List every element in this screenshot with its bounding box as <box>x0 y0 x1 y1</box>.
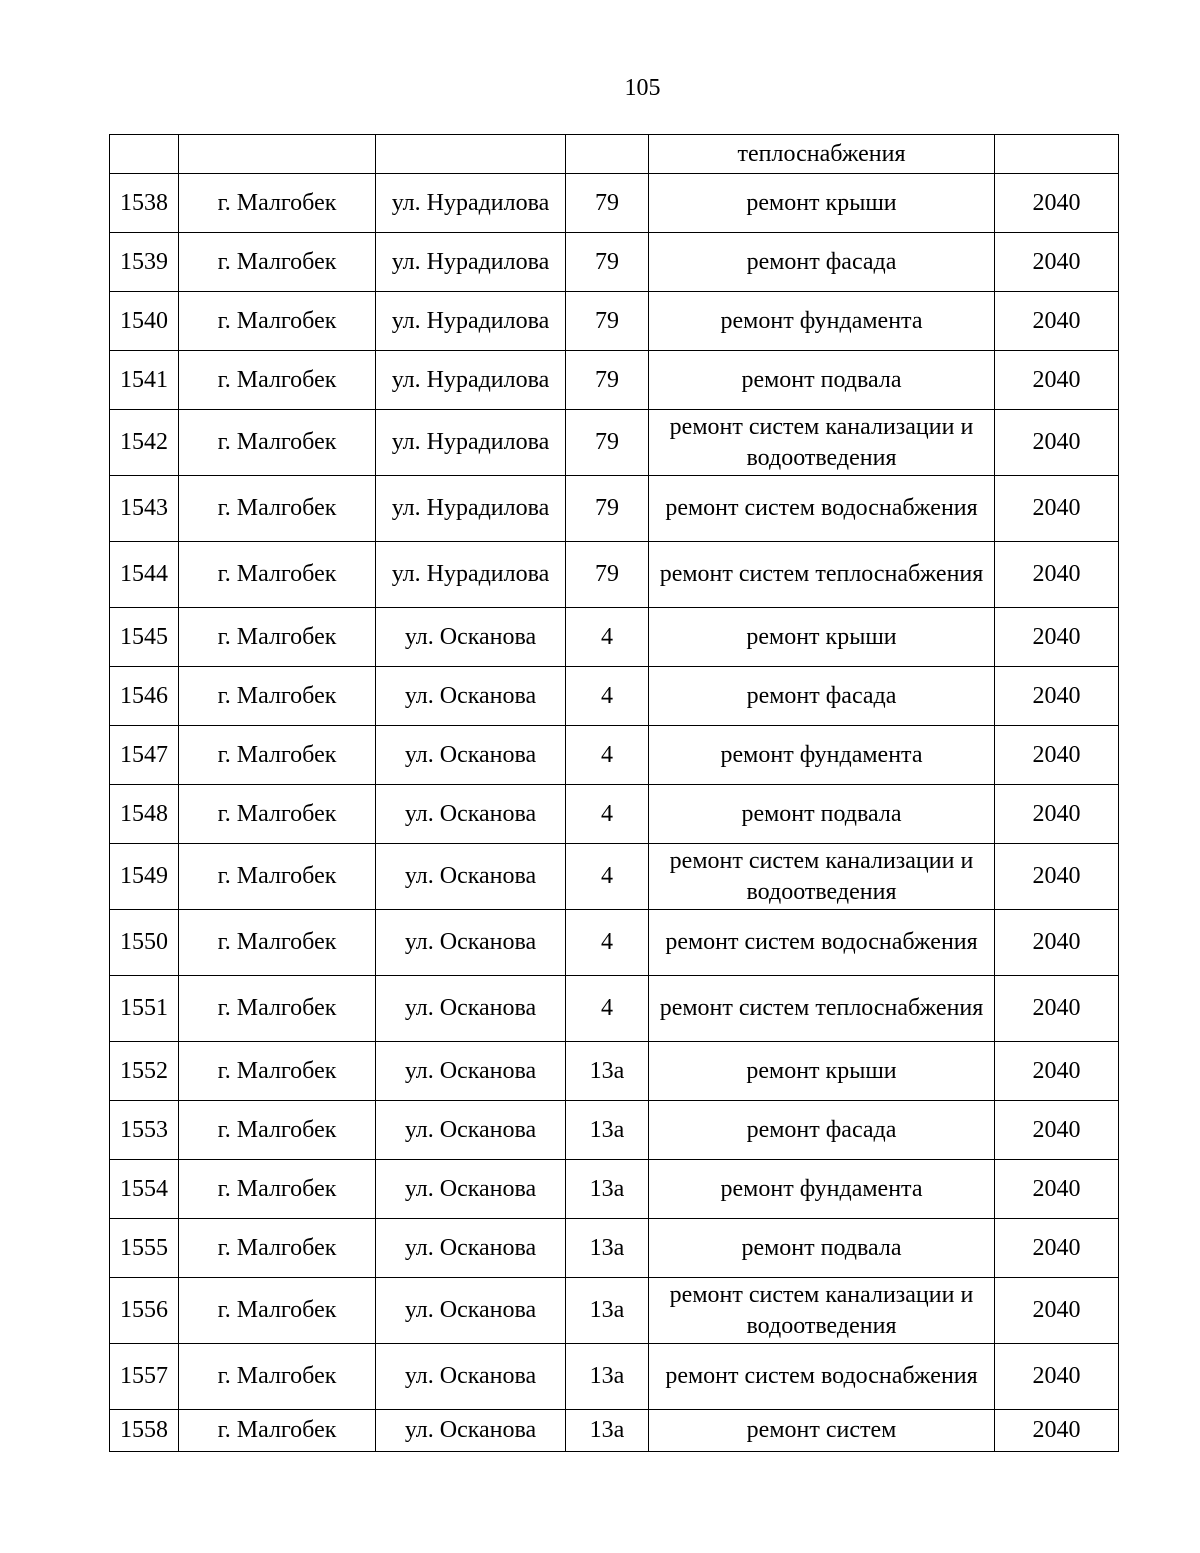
cell-house: 79 <box>566 292 649 351</box>
table-row <box>110 1101 1119 1160</box>
cell-number: 1551 <box>110 976 179 1042</box>
table-row <box>110 410 1119 476</box>
cell-year: 2040 <box>995 292 1119 351</box>
cell-house: 4 <box>566 844 649 910</box>
cell-year: 2040 <box>995 174 1119 233</box>
cell-number: 1544 <box>110 542 179 608</box>
cell-year <box>995 135 1119 174</box>
cell-year: 2040 <box>995 476 1119 542</box>
cell-street <box>376 135 566 174</box>
cell-city: г. Малгобек <box>179 844 376 910</box>
cell-street: ул. Нурадилова <box>376 351 566 410</box>
cell-city <box>179 135 376 174</box>
cell-year: 2040 <box>995 1278 1119 1344</box>
cell-year: 2040 <box>995 785 1119 844</box>
cell-year: 2040 <box>995 1410 1119 1452</box>
table-row <box>110 174 1119 233</box>
cell-number: 1556 <box>110 1278 179 1344</box>
table-body <box>110 135 1119 1452</box>
cell-street: ул. Нурадилова <box>376 174 566 233</box>
cell-work: ремонт систем канализации и водоотведения <box>649 844 995 910</box>
cell-year: 2040 <box>995 726 1119 785</box>
cell-house: 4 <box>566 667 649 726</box>
cell-city: г. Малгобек <box>179 351 376 410</box>
cell-house: 13а <box>566 1278 649 1344</box>
cell-city: г. Малгобек <box>179 1344 376 1410</box>
cell-street: ул. Осканова <box>376 726 566 785</box>
cell-number: 1554 <box>110 1160 179 1219</box>
cell-house: 13а <box>566 1160 649 1219</box>
cell-work: ремонт подвала <box>649 785 995 844</box>
cell-year: 2040 <box>995 233 1119 292</box>
cell-city: г. Малгобек <box>179 410 376 476</box>
cell-work: ремонт фасада <box>649 1101 995 1160</box>
cell-house: 79 <box>566 542 649 608</box>
cell-work: ремонт подвала <box>649 351 995 410</box>
table-row <box>110 976 1119 1042</box>
cell-city: г. Малгобек <box>179 542 376 608</box>
table-row <box>110 785 1119 844</box>
cell-city: г. Малгобек <box>179 1042 376 1101</box>
cell-street: ул. Нурадилова <box>376 233 566 292</box>
cell-work: ремонт систем водоснабжения <box>649 476 995 542</box>
cell-street: ул. Осканова <box>376 667 566 726</box>
table-row <box>110 1160 1119 1219</box>
cell-work: ремонт систем водоснабжения <box>649 1344 995 1410</box>
cell-house: 79 <box>566 174 649 233</box>
cell-year: 2040 <box>995 844 1119 910</box>
cell-work: ремонт крыши <box>649 608 995 667</box>
cell-work: ремонт крыши <box>649 1042 995 1101</box>
cell-house: 13а <box>566 1219 649 1278</box>
cell-number: 1542 <box>110 410 179 476</box>
cell-street: ул. Осканова <box>376 1410 566 1452</box>
cell-city: г. Малгобек <box>179 1410 376 1452</box>
cell-year: 2040 <box>995 351 1119 410</box>
cell-work: ремонт крыши <box>649 174 995 233</box>
cell-street: ул. Осканова <box>376 1278 566 1344</box>
table-row <box>110 351 1119 410</box>
cell-city: г. Малгобек <box>179 174 376 233</box>
cell-number: 1549 <box>110 844 179 910</box>
cell-work: ремонт систем канализации и водоотведения <box>649 410 995 476</box>
cell-city: г. Малгобек <box>179 1160 376 1219</box>
cell-street: ул. Нурадилова <box>376 410 566 476</box>
table-row <box>110 910 1119 976</box>
cell-city: г. Малгобек <box>179 1278 376 1344</box>
cell-number: 1552 <box>110 1042 179 1101</box>
cell-year: 2040 <box>995 1042 1119 1101</box>
cell-year: 2040 <box>995 410 1119 476</box>
cell-number: 1538 <box>110 174 179 233</box>
cell-number: 1558 <box>110 1410 179 1452</box>
cell-house: 79 <box>566 351 649 410</box>
cell-house: 13а <box>566 1344 649 1410</box>
repair-schedule-table <box>109 134 1119 1452</box>
cell-number: 1553 <box>110 1101 179 1160</box>
cell-house: 13а <box>566 1101 649 1160</box>
cell-year: 2040 <box>995 1344 1119 1410</box>
cell-work: ремонт фасада <box>649 667 995 726</box>
cell-work: ремонт фундамента <box>649 1160 995 1219</box>
cell-street: ул. Осканова <box>376 910 566 976</box>
cell-year: 2040 <box>995 667 1119 726</box>
cell-work: ремонт систем <box>649 1410 995 1452</box>
table-row <box>110 1344 1119 1410</box>
cell-work: ремонт систем водоснабжения <box>649 910 995 976</box>
cell-city: г. Малгобек <box>179 1219 376 1278</box>
cell-number <box>110 135 179 174</box>
cell-city: г. Малгобек <box>179 910 376 976</box>
cell-street: ул. Осканова <box>376 1101 566 1160</box>
cell-city: г. Малгобек <box>179 1101 376 1160</box>
cell-house: 79 <box>566 410 649 476</box>
table-row <box>110 1410 1119 1452</box>
cell-work: ремонт фундамента <box>649 726 995 785</box>
cell-number: 1555 <box>110 1219 179 1278</box>
cell-year: 2040 <box>995 542 1119 608</box>
cell-street: ул. Осканова <box>376 1344 566 1410</box>
cell-house: 4 <box>566 910 649 976</box>
cell-year: 2040 <box>995 1219 1119 1278</box>
cell-work: ремонт фасада <box>649 233 995 292</box>
cell-work: ремонт систем канализации и водоотведения <box>649 1278 995 1344</box>
table-row <box>110 542 1119 608</box>
cell-street: ул. Осканова <box>376 976 566 1042</box>
cell-house: 4 <box>566 608 649 667</box>
cell-number: 1541 <box>110 351 179 410</box>
table-row <box>110 608 1119 667</box>
cell-work: ремонт подвала <box>649 1219 995 1278</box>
cell-street: ул. Осканова <box>376 608 566 667</box>
cell-work: ремонт фундамента <box>649 292 995 351</box>
cell-year: 2040 <box>995 1160 1119 1219</box>
cell-number: 1543 <box>110 476 179 542</box>
cell-street: ул. Нурадилова <box>376 476 566 542</box>
cell-house: 79 <box>566 233 649 292</box>
cell-house: 4 <box>566 726 649 785</box>
table-row <box>110 1278 1119 1344</box>
cell-number: 1550 <box>110 910 179 976</box>
cell-number: 1545 <box>110 608 179 667</box>
cell-year: 2040 <box>995 1101 1119 1160</box>
page-number: 105 <box>624 75 661 101</box>
cell-street: ул. Осканова <box>376 844 566 910</box>
cell-city: г. Малгобек <box>179 785 376 844</box>
cell-house: 79 <box>566 476 649 542</box>
cell-city: г. Малгобек <box>179 233 376 292</box>
cell-work: ремонт систем теплоснабжения <box>649 976 995 1042</box>
table-row <box>110 1042 1119 1101</box>
cell-number: 1547 <box>110 726 179 785</box>
cell-work: теплоснабжения <box>649 135 995 174</box>
cell-street: ул. Осканова <box>376 1219 566 1278</box>
cell-city: г. Малгобек <box>179 608 376 667</box>
cell-city: г. Малгобек <box>179 667 376 726</box>
cell-street: ул. Осканова <box>376 785 566 844</box>
cell-year: 2040 <box>995 608 1119 667</box>
table-row <box>110 233 1119 292</box>
cell-house <box>566 135 649 174</box>
table-row-carryover <box>110 135 1119 174</box>
cell-city: г. Малгобек <box>179 292 376 351</box>
table-row <box>110 476 1119 542</box>
cell-number: 1539 <box>110 233 179 292</box>
cell-number: 1540 <box>110 292 179 351</box>
cell-street: ул. Нурадилова <box>376 292 566 351</box>
table-row <box>110 844 1119 910</box>
cell-house: 13а <box>566 1410 649 1452</box>
table-row <box>110 1219 1119 1278</box>
cell-number: 1548 <box>110 785 179 844</box>
cell-house: 4 <box>566 976 649 1042</box>
cell-street: ул. Осканова <box>376 1160 566 1219</box>
cell-street: ул. Осканова <box>376 1042 566 1101</box>
cell-house: 4 <box>566 785 649 844</box>
cell-house: 13а <box>566 1042 649 1101</box>
cell-number: 1546 <box>110 667 179 726</box>
table-row <box>110 726 1119 785</box>
cell-city: г. Малгобек <box>179 476 376 542</box>
cell-city: г. Малгобек <box>179 976 376 1042</box>
cell-year: 2040 <box>995 910 1119 976</box>
cell-year: 2040 <box>995 976 1119 1042</box>
cell-city: г. Малгобек <box>179 726 376 785</box>
cell-work: ремонт систем теплоснабжения <box>649 542 995 608</box>
table-row <box>110 292 1119 351</box>
table-row <box>110 667 1119 726</box>
cell-street: ул. Нурадилова <box>376 542 566 608</box>
cell-number: 1557 <box>110 1344 179 1410</box>
